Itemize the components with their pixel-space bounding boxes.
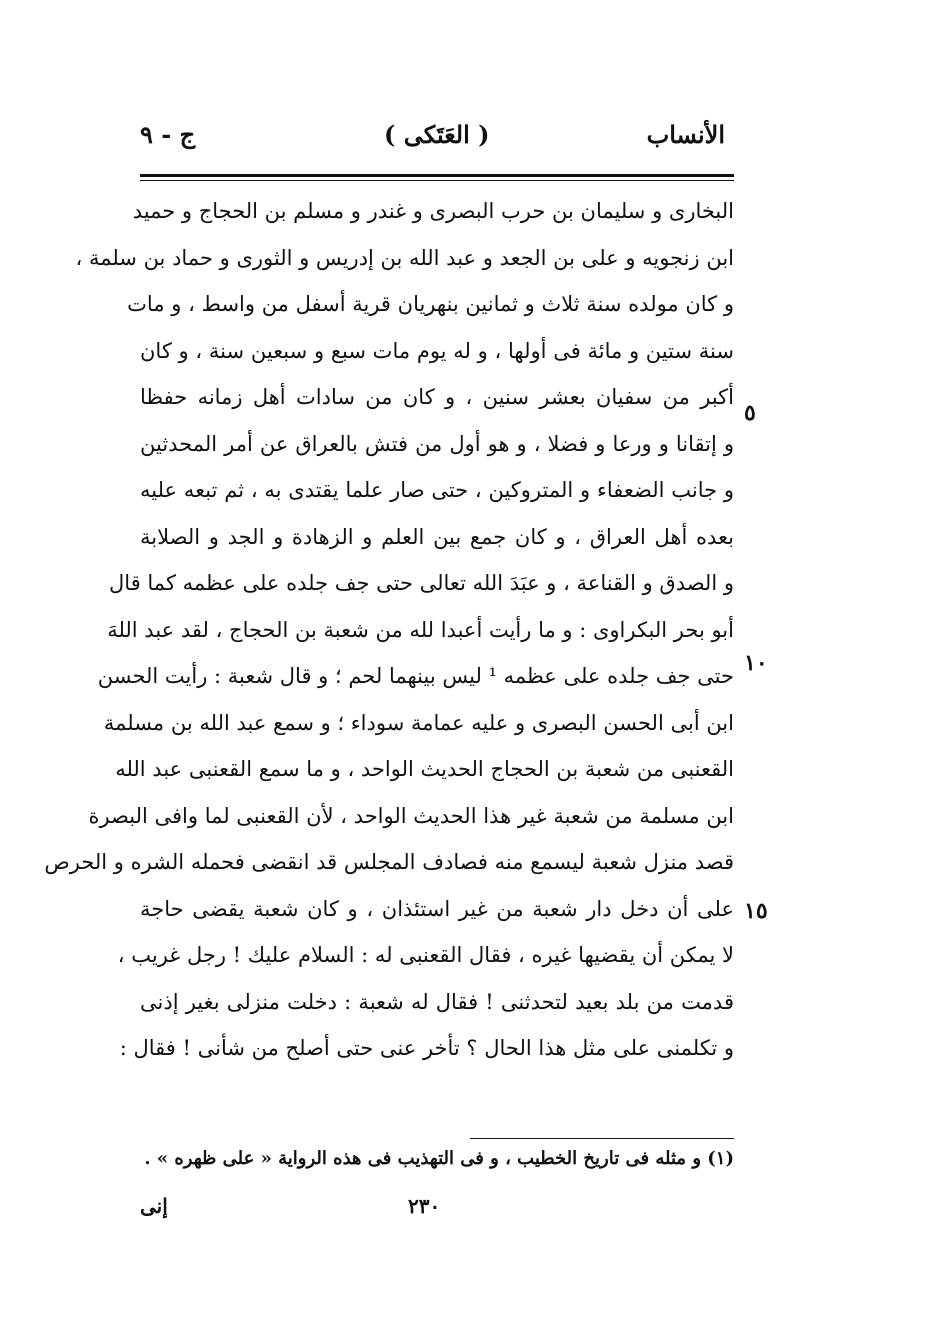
page-number: ٢٣٠ (408, 1194, 441, 1218)
text-line: بعده أهل العراق ، و كان جمع بين العلم و الزهادة و الجد و الصلابة (140, 524, 734, 549)
text-line: ابن أبى الحسن البصرى و عليه عمامة سوداء ؛ و سمع عبد الله بن مسلمة (103, 710, 734, 735)
text-line: و إتقانا و ورعا و فضلا ، و هو أول من فتش بالعراق عن أمر المحدثين (140, 431, 734, 456)
footnote: (١) و مثله فى تاريخ الخطيب ، و فى التهذيب فى هذه الرواية « على ظهره » . (144, 1148, 734, 1169)
text-line: و الصدق و القناعة ، و عبَدَ الله تعالى حتى جف جلده على عظمه كما قال (109, 571, 734, 595)
volume-label: ج - ٩ (140, 120, 196, 149)
text-line: و كان مولده سنة ثلاث و ثمانين بنهريان قرية أسفل من واسط ، و مات (127, 292, 734, 316)
entry-title: ( العَتَكى ) (384, 120, 490, 149)
book-title: الأنساب (646, 120, 725, 149)
body-text (44, 188, 734, 1072)
line-number-15: ١٥ (744, 898, 768, 924)
text-line: قدمت من بلد بعيد لتحدثنى ! فقال له شعبة : دخلت منزلى بغير إذنى (140, 989, 734, 1014)
text-line: و تكلمنى على مثل هذا الحال ؟ تأخر عنى حتى أصلح من شأنى ! فقال : (119, 1036, 734, 1060)
text-line: البخارى و سليمان بن حرب البصرى و غندر و مسلم بن الحجاج و حميد (132, 199, 734, 223)
text-line: لا يمكن أن يقضيها غيره ، فقال القعنبى له : السلام عليك ! رجل غريب ، (117, 943, 734, 967)
header-rule-thick (140, 174, 734, 177)
text-line: على أن دخل دار شعبة من غير استئذان ، و كان شعبة يقضى حاجة (140, 896, 734, 921)
header-rule-thin (140, 180, 734, 181)
footnote-rule (470, 1138, 734, 1139)
text-line: أكبر من سفيان بعشر سنين ، و كان من سادات أهل زمانه حفظا (140, 385, 734, 409)
line-number-10: ١٠ (744, 650, 768, 676)
text-line: أبو بحر البكراوى : و ما رأيت أعبدا لله من شعبة بن الحجاج ، لقد عبد اللهَ (107, 617, 734, 642)
text-line: حتى جف جلده على عظمه ¹ ليس بينهما لحم ؛ و قال شعبة : رأيت الحسن (97, 664, 734, 688)
text-line: ابن زنجويه و على بن الجعد و عبد الله بن إدريس و الثورى و حماد بن سلمة ، (75, 245, 734, 270)
text-line: ابن مسلمة من شعبة غير هذا الحديث الواحد ، لأن القعنبى لما وافى البصرة (88, 803, 734, 828)
line-number-5: ٥ (744, 400, 756, 426)
text-line: قصد منزل شعبة ليسمع منه فصادف المجلس قد انقضى فحمله الشره و الحرص (44, 850, 734, 874)
catchword: إنى (140, 1194, 168, 1218)
text-line: سنة ستين و مائة فى أولها ، و له يوم مات سبع و سبعين سنة ، و كان (140, 338, 734, 363)
text-line: و جانب الضعفاء و المتروكين ، حتى صار علما يقتدى به ، ثم تبعه عليه (140, 478, 734, 502)
text-line: القعنبى من شعبة بن الحجاج الحديث الواحد ، و ما سمع القعنبى عبد الله (115, 757, 734, 781)
